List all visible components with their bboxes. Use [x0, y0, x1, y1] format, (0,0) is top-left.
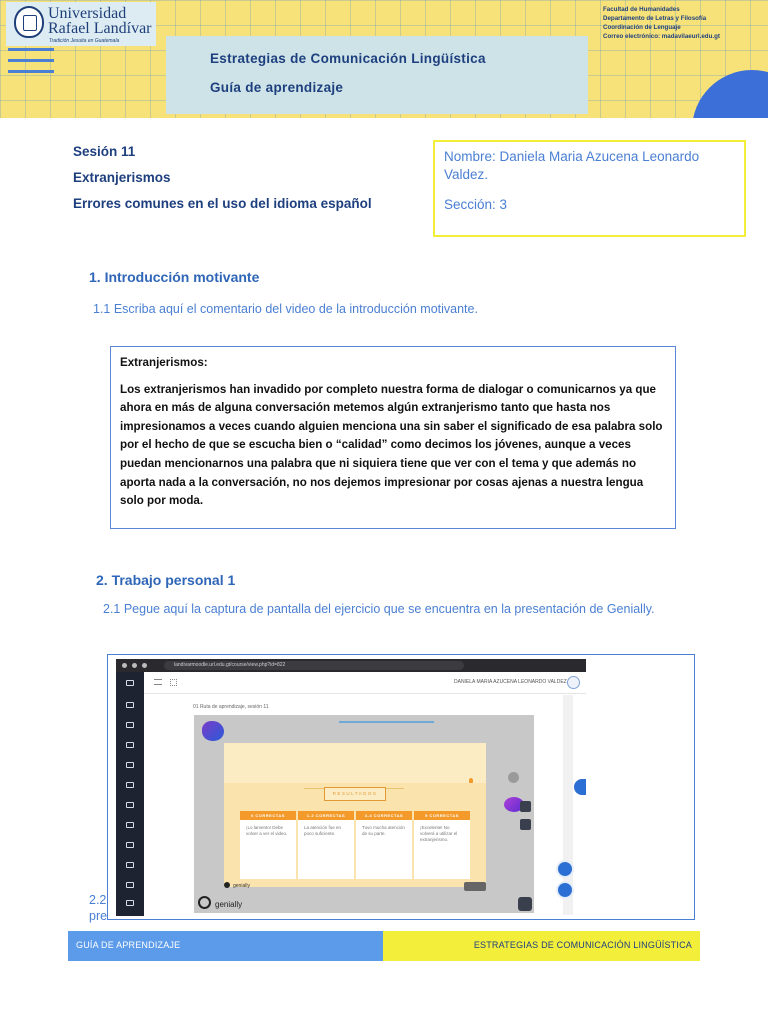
card-top-band [224, 743, 486, 783]
student-name: Nombre: Daniela Maria Azucena Leonardo Valdez. [444, 149, 700, 182]
moodle-breadcrumb: 01 Ruta de aprendizaje, sesión 11 [193, 704, 269, 710]
comment-title: Extranjerismos: [120, 356, 208, 369]
university-tagline: Tradición Jesuita en Guatemala [49, 38, 120, 44]
result-text: ¡Lo lamento! Debe volver a ver el video. [246, 825, 288, 836]
session-subtitle: Errores comunes en el uso del idioma español [73, 196, 372, 211]
folder-icon [126, 882, 134, 888]
section1-instruction: 1.1 Escriba aquí el comentario del video de la introducción motivante. [93, 302, 478, 316]
folder-icon [126, 842, 134, 848]
drawer-toggle-icon [574, 779, 586, 795]
results-button: RESULTADOS [324, 787, 386, 801]
faculty-line: Facultad de Humanidades [603, 6, 680, 13]
folder-icon [126, 782, 134, 788]
back-icon [122, 663, 127, 668]
university-logo [6, 2, 156, 46]
genially-footer-logo: genially [198, 896, 242, 909]
section2-heading: 2. Trabajo personal 1 [96, 572, 236, 588]
result-head: 5 CORRECTAS [414, 811, 470, 820]
result-column [356, 811, 412, 879]
footer-left-bar [68, 931, 383, 961]
faculty-info [603, 5, 720, 41]
more-options-icon [518, 897, 532, 911]
footer-course-label: ESTRATEGIAS DE COMUNICACIÓN LINGÜÍSTICA [473, 940, 692, 950]
sidebar-icon [126, 742, 134, 748]
coordination-line: Coordinación de Lenguaje [603, 24, 681, 31]
university-seal-icon [14, 6, 44, 38]
email-line: Correo electrónico: madavilaeurl.edu.gt [603, 33, 720, 40]
result-column [240, 811, 296, 879]
genially-stage [194, 715, 534, 913]
result-text: ¡Excelente! No volverá a utilizar el extranjerismo. [420, 825, 458, 842]
user-avatar-icon [567, 676, 580, 689]
result-text: Tuvo mucha atención de su parte. [362, 825, 405, 836]
section1-heading: 1. Introducción motivante [89, 269, 260, 285]
folder-icon [126, 822, 134, 828]
expand-icon [170, 679, 177, 686]
result-column [414, 811, 470, 879]
sidebar-icon [126, 680, 134, 686]
folder-icon [126, 862, 134, 868]
menu-lines-icon [8, 48, 54, 78]
sidebar-icon [126, 762, 134, 768]
session-number: Sesión 11 [73, 144, 136, 159]
decorative-circle [692, 70, 768, 118]
folder-icon [126, 802, 134, 808]
result-head: 1-2 CORRECTAS [298, 811, 354, 820]
student-section: Sección: 3 [444, 197, 508, 212]
comment-box [110, 346, 676, 529]
footer-guide-label: GUÍA DE APRENDIZAJE [76, 940, 181, 950]
fullscreen-icon [556, 881, 574, 899]
section2-instruction: 2.1 Pegue aquí la captura de pantalla del ejercicio que se encuentra en la presentación de Genially. [103, 602, 655, 616]
results-card [224, 743, 486, 887]
scroll-top-icon [556, 860, 574, 878]
course-title: Estrategias de Comunicación Lingüística [210, 51, 486, 66]
course-subtitle: Guía de aprendizaje [210, 80, 344, 95]
stage-round-icon [508, 772, 519, 783]
exercise-screenshot [107, 654, 695, 920]
browser-url: landivarmoodle.url.edu.gt/course/view.php?id=822 [164, 661, 464, 670]
comment-body: Los extranjerismos han invadido por completo nuestra forma de dialogar o comunicarnos ya que ahora en más de alguna conversación metemos algún extranjerismo tanto que hasta nos impresionamos a veces cuando alguien menciona una sin saber el significado de esa palabra solo por el hecho de que se escucha bien o “calidad” como decimos los jóvenes, aunque a veces puedan mencionarnos una palabra que ni siquiera tiene que ver con el tema y que además no aporta nada a la conversación, no nos dejemos impresionar por cosas ajenas a nuestra lengua solo por moda. [120, 382, 663, 508]
result-column [298, 811, 354, 879]
result-text: La atención fue en poco suficiente. [304, 825, 342, 836]
sidebar-icon [126, 702, 134, 708]
header-banner [0, 0, 768, 118]
decorative-blob [202, 721, 224, 741]
hamburger-icon [154, 679, 162, 685]
university-name-line1: Universidad [48, 5, 127, 22]
share-icon [464, 882, 486, 891]
result-head: 3-4 CORRECTAS [356, 811, 412, 820]
moodle-sidebar [116, 672, 144, 916]
department-line: Departamento de Letras y Filosofía [603, 15, 707, 22]
browser-toolbar [116, 659, 586, 672]
moodle-topbar [144, 672, 586, 694]
scroll-down-icon [520, 819, 531, 830]
scroll-up-icon [520, 801, 531, 812]
moodle-user-name: DANIELA MARIA AZUCENA LEONARDO VALDEZ [454, 679, 567, 685]
result-head: 0 CORRECTAS [240, 811, 296, 820]
folder-icon [126, 900, 134, 906]
genially-mini-logo: genially [224, 882, 250, 889]
item22-text-left: 2.2 pre [89, 893, 108, 923]
session-topic: Extranjerismos [73, 170, 171, 185]
reload-icon [142, 663, 147, 668]
university-name-line2: Rafael Landívar [48, 20, 152, 37]
sidebar-icon [126, 722, 134, 728]
footer-right-bar [383, 931, 700, 961]
forward-icon [132, 663, 137, 668]
stage-progress-line [339, 721, 434, 723]
student-info-box [433, 140, 746, 237]
flame-icon [469, 778, 473, 783]
title-panel [166, 36, 588, 114]
